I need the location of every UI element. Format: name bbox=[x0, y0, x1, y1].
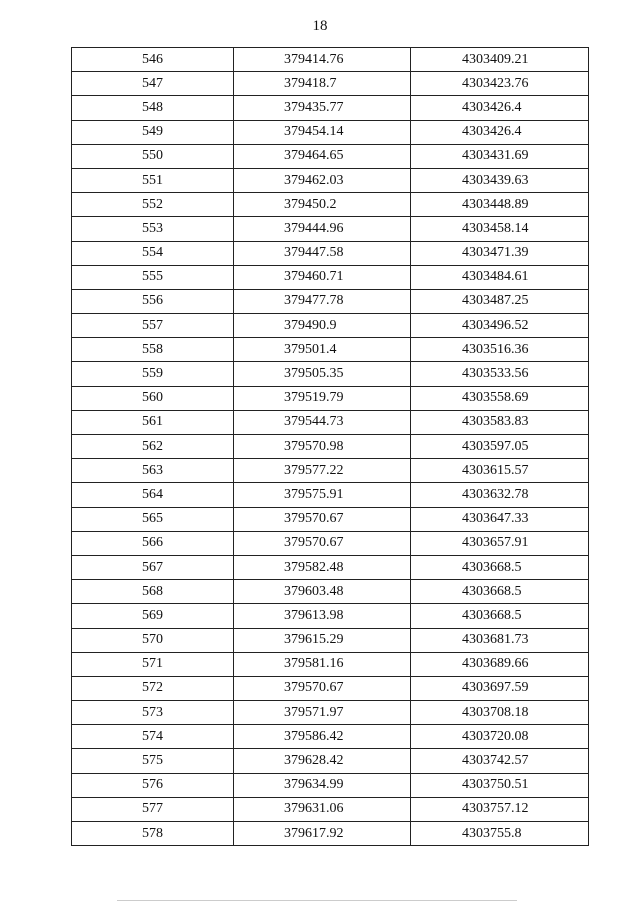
coordinates-table-body bbox=[72, 48, 589, 846]
table-row bbox=[72, 531, 589, 555]
y-coordinate-cell: 4303423.76 bbox=[411, 72, 589, 96]
point-number-cell: 549 bbox=[72, 120, 234, 144]
y-coordinate-cell: 4303668.5 bbox=[411, 580, 589, 604]
y-coordinate-cell: 4303742.57 bbox=[411, 749, 589, 773]
x-coordinate-cell: 379570.67 bbox=[234, 507, 411, 531]
table-row bbox=[72, 96, 589, 120]
point-number-cell: 548 bbox=[72, 96, 234, 120]
y-coordinate-cell: 4303431.69 bbox=[411, 144, 589, 168]
x-coordinate-cell: 379570.67 bbox=[234, 676, 411, 700]
point-number-cell: 571 bbox=[72, 652, 234, 676]
y-coordinate-cell: 4303496.52 bbox=[411, 314, 589, 338]
point-number-cell: 566 bbox=[72, 531, 234, 555]
x-coordinate-cell: 379447.58 bbox=[234, 241, 411, 265]
table-row bbox=[72, 217, 589, 241]
x-coordinate-cell: 379544.73 bbox=[234, 410, 411, 434]
table-row bbox=[72, 168, 589, 192]
x-coordinate-cell: 379454.14 bbox=[234, 120, 411, 144]
point-number-cell: 570 bbox=[72, 628, 234, 652]
x-coordinate-cell: 379414.76 bbox=[234, 48, 411, 72]
point-number-cell: 578 bbox=[72, 822, 234, 846]
table-row bbox=[72, 48, 589, 72]
point-number-cell: 564 bbox=[72, 483, 234, 507]
table-row bbox=[72, 749, 589, 773]
point-number-cell: 560 bbox=[72, 386, 234, 410]
point-number-cell: 557 bbox=[72, 314, 234, 338]
x-coordinate-cell: 379501.4 bbox=[234, 338, 411, 362]
table-row bbox=[72, 628, 589, 652]
x-coordinate-cell: 379613.98 bbox=[234, 604, 411, 628]
x-coordinate-cell: 379418.7 bbox=[234, 72, 411, 96]
point-number-cell: 567 bbox=[72, 555, 234, 579]
point-number-cell: 563 bbox=[72, 459, 234, 483]
table-row bbox=[72, 580, 589, 604]
y-coordinate-cell: 4303647.33 bbox=[411, 507, 589, 531]
x-coordinate-cell: 379435.77 bbox=[234, 96, 411, 120]
x-coordinate-cell: 379444.96 bbox=[234, 217, 411, 241]
x-coordinate-cell: 379581.16 bbox=[234, 652, 411, 676]
point-number-cell: 555 bbox=[72, 265, 234, 289]
y-coordinate-cell: 4303409.21 bbox=[411, 48, 589, 72]
table-row bbox=[72, 822, 589, 846]
y-coordinate-cell: 4303558.69 bbox=[411, 386, 589, 410]
table-row bbox=[72, 701, 589, 725]
x-coordinate-cell: 379617.92 bbox=[234, 822, 411, 846]
y-coordinate-cell: 4303681.73 bbox=[411, 628, 589, 652]
table-row bbox=[72, 773, 589, 797]
x-coordinate-cell: 379628.42 bbox=[234, 749, 411, 773]
x-coordinate-cell: 379519.79 bbox=[234, 386, 411, 410]
table-row bbox=[72, 604, 589, 628]
point-number-cell: 556 bbox=[72, 289, 234, 313]
y-coordinate-cell: 4303426.4 bbox=[411, 96, 589, 120]
point-number-cell: 559 bbox=[72, 362, 234, 386]
page-number: 18 bbox=[312, 18, 328, 34]
point-number-cell: 575 bbox=[72, 749, 234, 773]
table-row bbox=[72, 144, 589, 168]
y-coordinate-cell: 4303632.78 bbox=[411, 483, 589, 507]
table-row bbox=[72, 314, 589, 338]
point-number-cell: 558 bbox=[72, 338, 234, 362]
x-coordinate-cell: 379570.67 bbox=[234, 531, 411, 555]
point-number-cell: 569 bbox=[72, 604, 234, 628]
table-row bbox=[72, 386, 589, 410]
y-coordinate-cell: 4303689.66 bbox=[411, 652, 589, 676]
y-coordinate-cell: 4303697.59 bbox=[411, 676, 589, 700]
x-coordinate-cell: 379505.35 bbox=[234, 362, 411, 386]
bottom-rule bbox=[117, 900, 517, 901]
y-coordinate-cell: 4303668.5 bbox=[411, 604, 589, 628]
table-row bbox=[72, 725, 589, 749]
y-coordinate-cell: 4303484.61 bbox=[411, 265, 589, 289]
point-number-cell: 551 bbox=[72, 168, 234, 192]
x-coordinate-cell: 379615.29 bbox=[234, 628, 411, 652]
y-coordinate-cell: 4303471.39 bbox=[411, 241, 589, 265]
point-number-cell: 547 bbox=[72, 72, 234, 96]
table-row bbox=[72, 797, 589, 821]
point-number-cell: 573 bbox=[72, 701, 234, 725]
table-row bbox=[72, 362, 589, 386]
table-row bbox=[72, 72, 589, 96]
table-row bbox=[72, 265, 589, 289]
table-row bbox=[72, 241, 589, 265]
point-number-cell: 546 bbox=[72, 48, 234, 72]
table-row bbox=[72, 120, 589, 144]
point-number-cell: 572 bbox=[72, 676, 234, 700]
point-number-cell: 553 bbox=[72, 217, 234, 241]
coordinates-table bbox=[71, 47, 589, 846]
table-row bbox=[72, 435, 589, 459]
table-row bbox=[72, 483, 589, 507]
x-coordinate-cell: 379582.48 bbox=[234, 555, 411, 579]
y-coordinate-cell: 4303597.05 bbox=[411, 435, 589, 459]
x-coordinate-cell: 379462.03 bbox=[234, 168, 411, 192]
point-number-cell: 552 bbox=[72, 193, 234, 217]
y-coordinate-cell: 4303533.56 bbox=[411, 362, 589, 386]
x-coordinate-cell: 379450.2 bbox=[234, 193, 411, 217]
y-coordinate-cell: 4303755.8 bbox=[411, 822, 589, 846]
y-coordinate-cell: 4303720.08 bbox=[411, 725, 589, 749]
x-coordinate-cell: 379577.22 bbox=[234, 459, 411, 483]
point-number-cell: 574 bbox=[72, 725, 234, 749]
x-coordinate-cell: 379575.91 bbox=[234, 483, 411, 507]
y-coordinate-cell: 4303439.63 bbox=[411, 168, 589, 192]
x-coordinate-cell: 379570.98 bbox=[234, 435, 411, 459]
y-coordinate-cell: 4303448.89 bbox=[411, 193, 589, 217]
point-number-cell: 576 bbox=[72, 773, 234, 797]
y-coordinate-cell: 4303615.57 bbox=[411, 459, 589, 483]
x-coordinate-cell: 379571.97 bbox=[234, 701, 411, 725]
x-coordinate-cell: 379634.99 bbox=[234, 773, 411, 797]
y-coordinate-cell: 4303516.36 bbox=[411, 338, 589, 362]
y-coordinate-cell: 4303657.91 bbox=[411, 531, 589, 555]
y-coordinate-cell: 4303750.51 bbox=[411, 773, 589, 797]
table-row bbox=[72, 555, 589, 579]
table-row bbox=[72, 652, 589, 676]
table-row bbox=[72, 676, 589, 700]
table-row bbox=[72, 289, 589, 313]
table-row bbox=[72, 507, 589, 531]
y-coordinate-cell: 4303668.5 bbox=[411, 555, 589, 579]
point-number-cell: 568 bbox=[72, 580, 234, 604]
x-coordinate-cell: 379603.48 bbox=[234, 580, 411, 604]
table-row bbox=[72, 459, 589, 483]
y-coordinate-cell: 4303487.25 bbox=[411, 289, 589, 313]
table-row bbox=[72, 410, 589, 434]
table-row bbox=[72, 338, 589, 362]
x-coordinate-cell: 379631.06 bbox=[234, 797, 411, 821]
y-coordinate-cell: 4303757.12 bbox=[411, 797, 589, 821]
x-coordinate-cell: 379464.65 bbox=[234, 144, 411, 168]
point-number-cell: 554 bbox=[72, 241, 234, 265]
point-number-cell: 565 bbox=[72, 507, 234, 531]
x-coordinate-cell: 379586.42 bbox=[234, 725, 411, 749]
point-number-cell: 577 bbox=[72, 797, 234, 821]
table-row bbox=[72, 193, 589, 217]
x-coordinate-cell: 379477.78 bbox=[234, 289, 411, 313]
point-number-cell: 562 bbox=[72, 435, 234, 459]
y-coordinate-cell: 4303708.18 bbox=[411, 701, 589, 725]
point-number-cell: 550 bbox=[72, 144, 234, 168]
y-coordinate-cell: 4303426.4 bbox=[411, 120, 589, 144]
x-coordinate-cell: 379490.9 bbox=[234, 314, 411, 338]
x-coordinate-cell: 379460.71 bbox=[234, 265, 411, 289]
point-number-cell: 561 bbox=[72, 410, 234, 434]
y-coordinate-cell: 4303458.14 bbox=[411, 217, 589, 241]
y-coordinate-cell: 4303583.83 bbox=[411, 410, 589, 434]
